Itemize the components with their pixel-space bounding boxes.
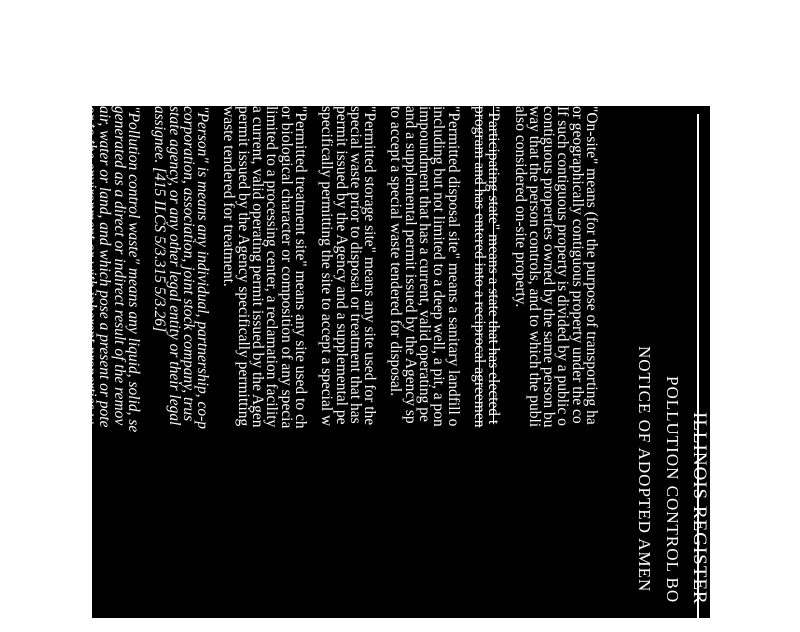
- text-line: or biological character or composition of any specia: [277, 106, 295, 429]
- text-line: also considered on-site property.: [511, 106, 529, 308]
- text-line: "Permitted disposal site" means a sanitary landfill o: [444, 106, 462, 427]
- text-line: including but not limited to a deep well, a pit, a pon: [430, 106, 448, 427]
- text-line: impoundment that has a current, valid operating pe: [416, 106, 434, 422]
- board-title: POLLUTION CONTROL BO: [663, 376, 682, 604]
- text-line: contiguous properties owned by the same person bu: [540, 106, 558, 428]
- text-line: assignee. [415 ILCS 5/3.315 5/3.26]: [151, 106, 169, 333]
- definition-paragraph: [387, 106, 462, 626]
- definition-paragraph: [318, 106, 379, 626]
- text-line: "Pollution control waste" means any liquid, solid, se: [124, 106, 142, 433]
- notice-title: NOTICE OF ADOPTED AMEN: [635, 346, 654, 593]
- text-line: waste tendered for treatment.: [220, 106, 238, 287]
- text-line: or geographically contiguous property under the co: [568, 106, 586, 424]
- text-line: and a supplemental permit issued by the Agency sp: [401, 106, 419, 424]
- text-line: program and has entered into a reciprocal agreemen: [470, 106, 488, 428]
- text-line: state agency, or any other legal entity or their legal: [165, 106, 183, 426]
- text-line: sludges, baghouse dusts, scrubber sludges and chen: [53, 106, 71, 429]
- text-line: or to the environment or with inherent properties w: [82, 106, 100, 424]
- text-line: waste" includes but is not limited to sludges, fly ash: [67, 106, 85, 427]
- text-line: specifically permitting the site to accept a special w: [318, 106, 336, 427]
- text-line: "Person" is means any individual, partnership, co-p: [194, 106, 212, 429]
- register-header: ILLINOIS REGISTER: [689, 412, 710, 605]
- text-line: air, water or land, and which pose a present or pote: [96, 106, 114, 428]
- text-line: If such contiguous property is divided by a public o: [554, 106, 572, 426]
- definition-paragraph: [54, 106, 140, 626]
- text-line: "On-site" means (for the purpose of transporting ha: [583, 106, 600, 425]
- rotated-document: [53, 106, 710, 618]
- text-line: permit issued by the Agency and a supplemental pe: [332, 106, 350, 425]
- text-line: special waste prior to disposal or treatment that has: [346, 106, 364, 424]
- text-line: "Permitted storage site" means any site used for the: [361, 106, 379, 426]
- document-body: [42, 106, 598, 626]
- text-line: corporation, association, joint stock company, trus: [179, 106, 197, 422]
- definition-paragraph: [221, 106, 307, 626]
- text-line: to accept a special waste tendered for disposal.: [387, 106, 405, 397]
- text-line: "Permitted treatment site" means any site used to ch: [291, 106, 309, 429]
- definition-paragraph: [151, 106, 212, 626]
- text-line: permit issued by the Agency specifically permitting: [234, 106, 252, 427]
- definition-paragraph: [512, 106, 598, 626]
- text-line: limited to a processing center, a reclamation facility: [263, 106, 281, 428]
- scanned-page: [53, 106, 710, 618]
- definition-paragraph: [472, 106, 501, 626]
- text-line: way that the person controls, and to which the publi: [525, 106, 543, 428]
- text-line: a current, valid operating permit issued by the Agen: [249, 106, 267, 428]
- text-line: "Participating state" means a state that has elected t: [485, 106, 503, 425]
- text-line: generated as a direct or indirect result of the remov: [110, 106, 128, 426]
